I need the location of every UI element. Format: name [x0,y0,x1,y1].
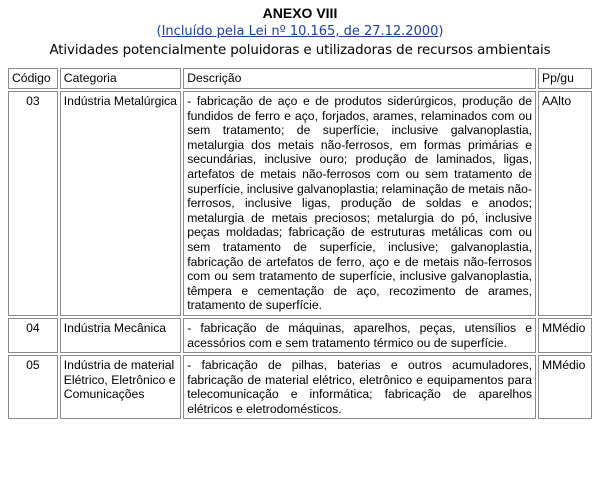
column-header-description: Descrição [183,68,536,89]
column-header-category: Categoria [60,68,181,89]
table-row [8,318,592,353]
row-pp: MMédio [538,355,592,419]
table-header-row [8,68,592,89]
column-header-code: Código [8,68,58,89]
annex-title: ANEXO VIII [262,5,338,21]
row-pp: MMédio [538,318,592,353]
law-link[interactable]: Incluído pela Lei nº 10.165, de 27.12.2000 [161,24,439,39]
row-code: 04 [8,318,58,353]
row-pp: AAlto [538,91,592,316]
row-description: - fabricação de aço e de produtos siderúrgicos, produção de fundidos de ferro e aço, forjados, arames, relaminados com ou sem tratamento; de superfície, inclusive galvanoplastia, metalurgia dos metais não-ferrosos, em formas primárias e secundárias, inclusive ouro; produção de laminados, ligas, artefatos de metais não-ferrosos com ou sem tratamento de superfície, inclusive galvanoplastia; relaminação de metais não-ferrosos, inclusive ligas, produção de soldas e anodos; metalurgia de metais preciosos; metalurgia do pó, inclusive peças moldadas; fabricação de estruturas metálicas com ou sem tratamento de superfície, inclusive; galvanoplastia, fabricação de artefatos de ferro, aço e de metais não-ferrosos com ou sem tratamento de superfície, inclusive galvanoplastia, têmpera e cementação de aço, recozimento de arames, tratamento de superfície. [183,91,536,316]
table-row [8,91,592,316]
law-reference [0,24,600,39]
law-paren-open: ( [156,24,162,39]
row-code: 05 [8,355,58,419]
table-row [8,355,592,419]
annex-subtitle: Atividades potencialmente poluidoras e utilizadoras de recursos ambientais [49,43,551,58]
row-description: - fabricação de máquinas, aparelhos, peças, utensílios e acessórios com e sem tratamento térmico ou de superfície. [183,318,536,353]
row-category: Indústria Mecânica [60,318,181,353]
row-description: - fabricação de pilhas, baterias e outros acumuladores, fabricação de material elétrico, eletrônico e equipamentos para telecomunicação e informática; fabricação de aparelhos elétricos e eletrodomésticos. [183,355,536,419]
column-header-pp: Pp/gu [538,68,592,89]
row-category: Indústria Metalúrgica [60,91,181,316]
law-paren-close: ) [438,24,444,39]
row-category: Indústria de material Elétrico, Eletrônico e Comunicações [60,355,181,419]
row-code: 03 [8,91,58,316]
activities-table [6,66,594,421]
